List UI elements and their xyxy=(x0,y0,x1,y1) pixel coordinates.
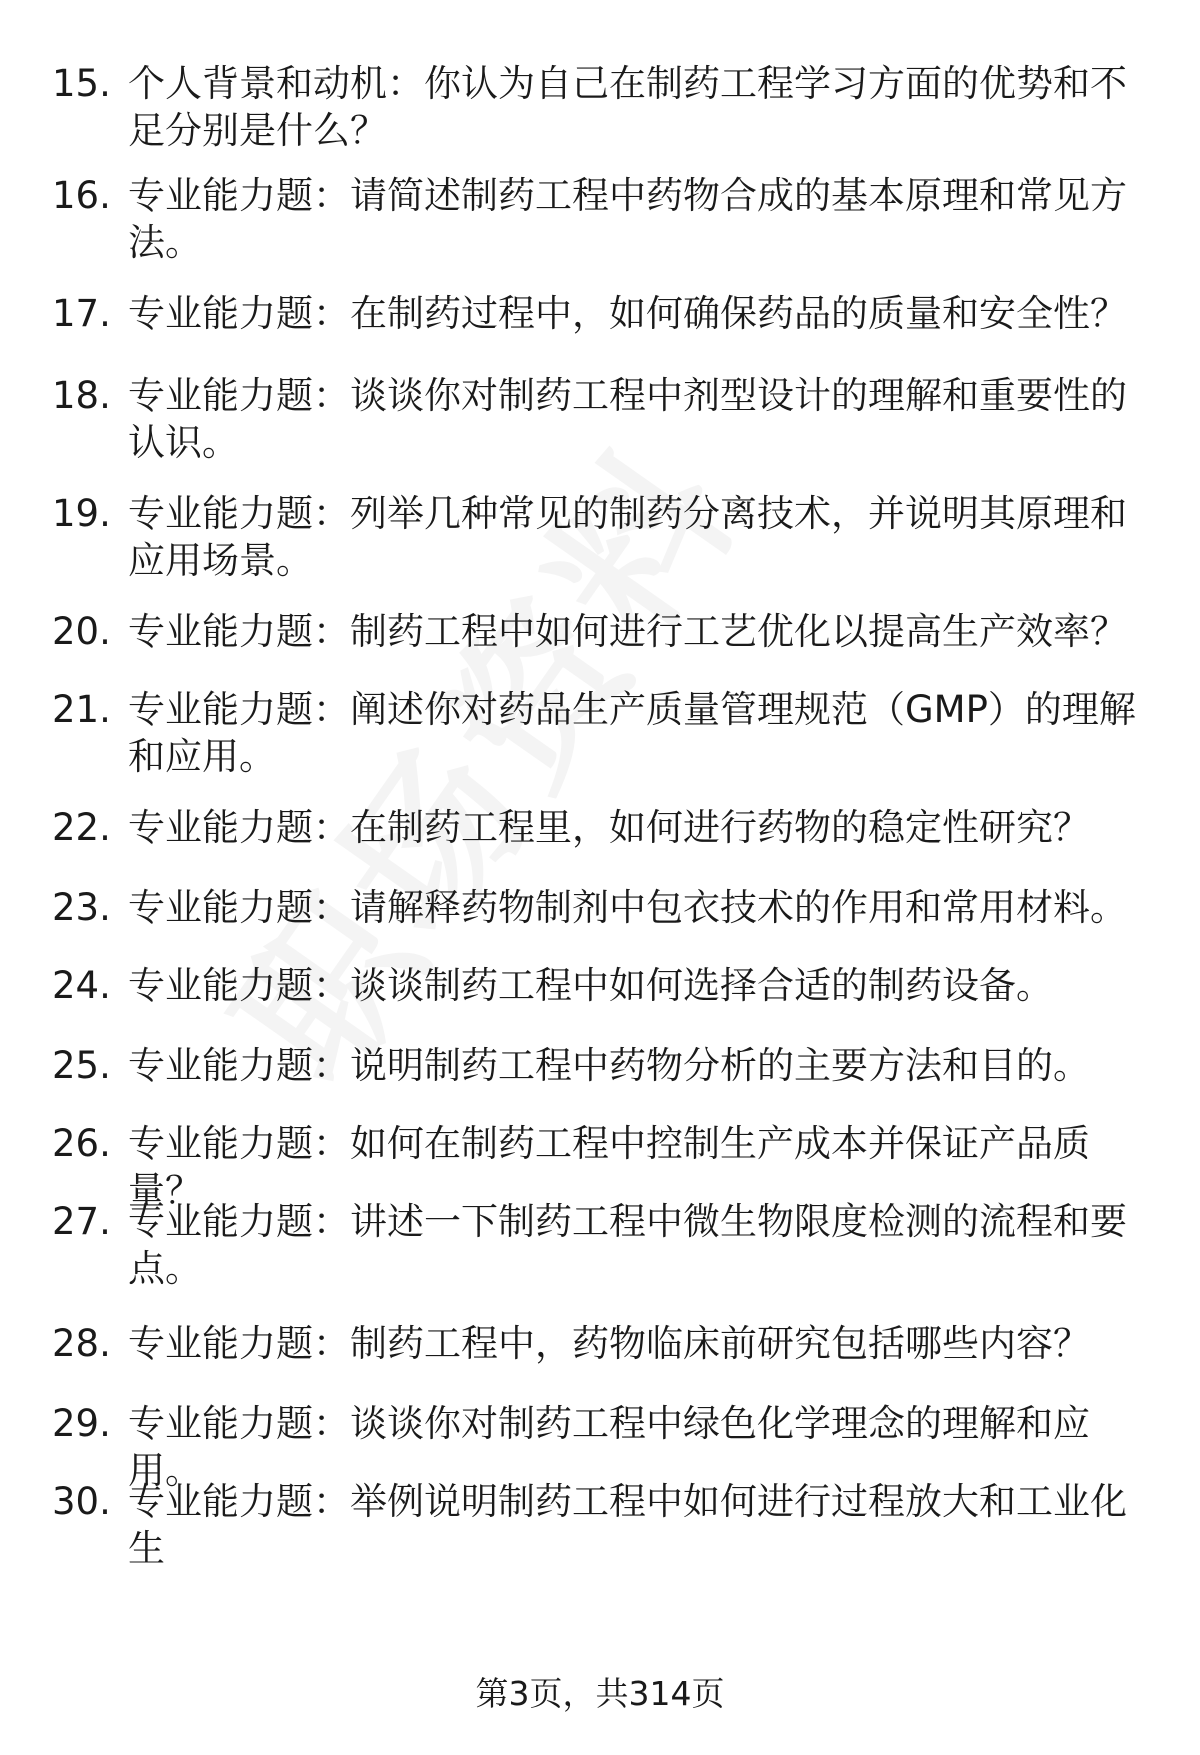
question-text: 专业能力题：谈谈你对制药工程中剂型设计的理解和重要性的认识。 xyxy=(128,374,1127,464)
question-text: 专业能力题：阐述你对药品生产质量管理规范（GMP）的理解和应用。 xyxy=(128,688,1136,778)
question-number: 17. xyxy=(52,292,111,335)
question-number: 28. xyxy=(52,1322,111,1365)
question-text: 专业能力题：讲述一下制药工程中微生物限度检测的流程和要点。 xyxy=(128,1200,1127,1290)
question-text: 专业能力题：举例说明制药工程中如何进行过程放大和工业化生 xyxy=(128,1480,1127,1570)
question-text: 专业能力题：谈谈制药工程中如何选择合适的制药设备。 xyxy=(128,964,1053,1007)
question-number: 16. xyxy=(52,174,111,217)
question-number: 18. xyxy=(52,374,111,417)
question-text: 专业能力题：请解释药物制剂中包衣技术的作用和常用材料。 xyxy=(128,886,1127,929)
question-text: 专业能力题：制药工程中，药物临床前研究包括哪些内容？ xyxy=(128,1322,1090,1365)
question-text: 专业能力题：制药工程中如何进行工艺优化以提高生产效率？ xyxy=(128,610,1127,653)
page-number-footer: 第3页，共314页 xyxy=(475,1674,725,1713)
question-text: 专业能力题：说明制药工程中药物分析的主要方法和目的。 xyxy=(128,1044,1090,1087)
question-text: 个人背景和动机：你认为自己在制药工程学习方面的优势和不足分别是什么？ xyxy=(128,62,1127,152)
question-text: 专业能力题：请简述制药工程中药物合成的基本原理和常见方法。 xyxy=(128,174,1127,264)
question-text: 专业能力题：列举几种常见的制药分离技术，并说明其原理和应用场景。 xyxy=(128,492,1127,582)
question-number: 20. xyxy=(52,610,111,653)
question-number: 30. xyxy=(52,1480,111,1523)
question-number: 27. xyxy=(52,1200,111,1243)
question-number: 26. xyxy=(52,1122,111,1165)
question-number: 23. xyxy=(52,886,111,929)
question-number: 29. xyxy=(52,1402,111,1445)
question-number: 15. xyxy=(52,62,111,105)
question-text: 专业能力题：在制药过程中，如何确保药品的质量和安全性？ xyxy=(128,292,1127,335)
question-number: 24. xyxy=(52,964,111,1007)
question-number: 19. xyxy=(52,492,111,535)
question-text: 专业能力题：谈谈你对制药工程中绿色化学理念的理解和应用。 xyxy=(128,1402,1090,1492)
question-text: 专业能力题：在制药工程里，如何进行药物的稳定性研究？ xyxy=(128,806,1090,849)
question-text: 专业能力题：如何在制药工程中控制生产成本并保证产品质量？ xyxy=(128,1122,1090,1212)
question-number: 25. xyxy=(52,1044,111,1087)
question-number: 21. xyxy=(52,688,111,731)
question-number: 22. xyxy=(52,806,111,849)
